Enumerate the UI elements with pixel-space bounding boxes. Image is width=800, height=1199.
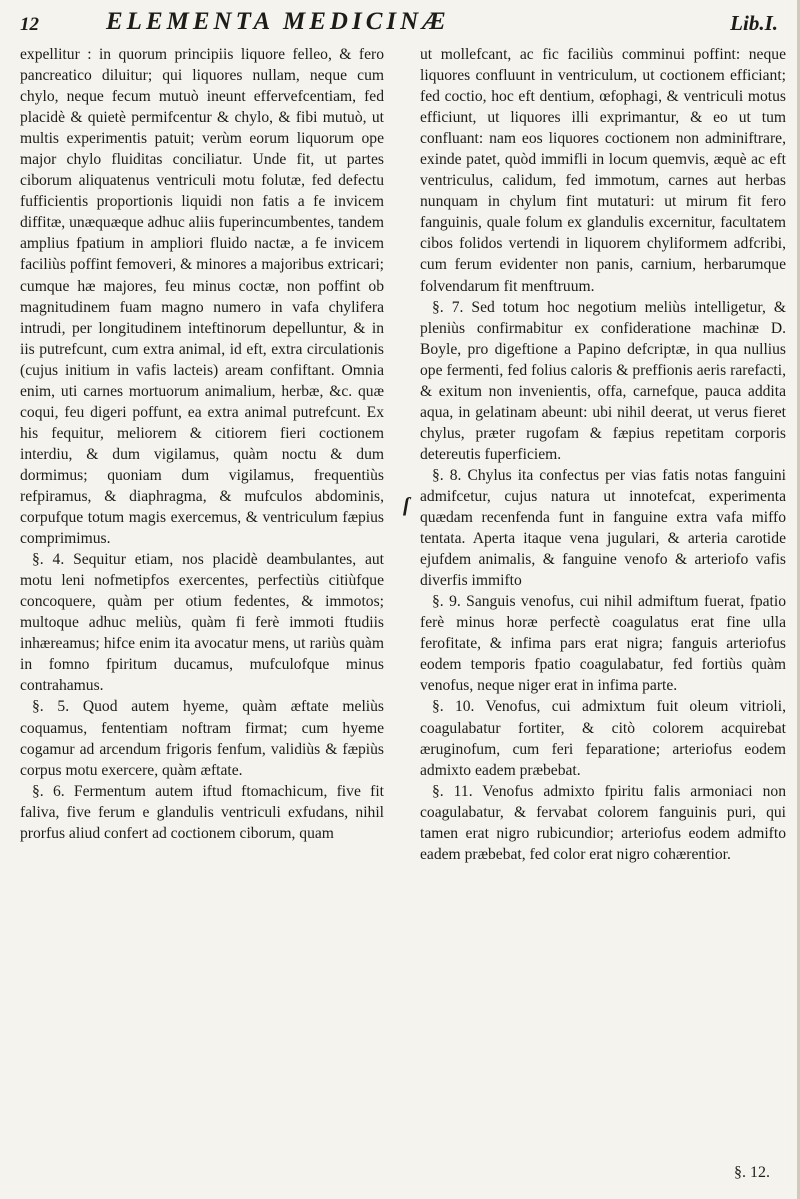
paragraph-section-9: §. 9. Sanguis venofus, cui nihil admiftum fuerat, fpatio ferè minus horæ perfectè coagulatus erat fine ulla ferofitate, & infima pars erat nigra; fanguis arteriofus eodem temporis fpatio coagulabatur, fed fortiùs quàm venofus, neque niger erat in infima parte. (420, 593, 786, 695)
paragraph-section-4: §. 4. Sequitur etiam, nos placidè deambulantes, aut motu leni nofmetipfos exercentes, perfectiùs citiùfque concoquere, quàm per otium fedentes, & immotos; multoque adhuc meliùs, quàm fi ferè immoti ftudiis inhæreamus; hifce enim ita avocatur mens, ut rariùs quàm in fomno fpiritum ducamus, mufculofque minus contrahamus. (20, 551, 384, 695)
paragraph-section-5: §. 5. Quod autem hyeme, quàm æftate meliùs coquamus, fententiam noftram firmat; cum hyeme cogamur ad arcendum frigoris fenfum, validiùs & fæpiùs corpus motu exercere, quàm æftate. (20, 698, 384, 779)
right-column (420, 44, 786, 865)
paragraph-section-8: §. 8. Chylus ita confectus per vias fatis notas fanguini admifcetur, cujus natura ut innotefcat, experimenta quædam recenfenda funt in fanguine extra vafa miffo tentata. Aperta itaque vena jugulari, & arteria carotide ejufdem animalis, & fanguine venofo & arteriofo vafis diverfis immifto (420, 466, 786, 590)
running-title: ELEMENTA MEDICINÆ (106, 8, 450, 35)
paragraph: expellitur : in quorum principiis liquore felleo, & fero pancreatico diluitur; qui liquores nullam, neque cum chylo, neque fecum mutuò ineunt effervefcentiam, fed placidè & quietè permifcentur & chylo, & fibi mutuò, ut multis experimentis patuit; verùm eorum liquorum ope major chylo fluiditas conciliatur. Unde fit, ut partes ciborum aliquatenus ventriculi motu folutæ, fed defectu fufficientis proportionis liquidi non fatis a fe invicem diffitæ, unæquæque adhuc aliis fuperincumbentes, tandem amplius fpatium in ampliori fluido nactæ, a fe invicem faciliùs poffint femoveri, & minores a majoribus extricari; cumque hæ majores, feu minus coctæ, non poffint ob magnitudinem fuam magno numero in vafa chylifera intrudi, per longitudinem inteftinorum depelluntur, & in iis putrefcunt, cum extra animal, id eft, extra circulationis (cujus initium in vafis lacteis) aream confiftant. Omnia enim, uti carnes mortuorum animalium, herbæ, &c. quæ coqui, feu digeri poffunt, ea extra animal putrefcunt. Ex his fequitur, meliorem & citiorem fieri coctionem interdiu, & dum vigilamus, quàm noctu & dum dormimus; quoniam dum vigilamus, frequentiùs refpiramus, & diaphragma, & mufculos abdominis, corpufque totum magis exercemus, & ventriculum fæpius comprimimus. (20, 46, 384, 548)
margin-mark: ſ (403, 494, 410, 516)
paragraph: ut mollefcant, ac fic faciliùs comminui poffint: neque liquores confluunt in ventriculum, ut coctionem efficiant; fed coctio, hoc eft dentium, œfophagi, & ventriculi motus efficiunt, ut liquores illi exprimantur, & eo ut tum confluant: nam eos liquores coctionem non adminiftrare, exinde patet, quòd immifli in locum quemvis, æquè ac eft ventriculus, calidum, fed immotum, carnes aut herbas nunquam in chylum fint mutaturi: ut mirum fit fero fanguinis, quale folum ex glandulis excernitur, facultatem cibos folidos vertendi in liquorem chyliformem adfcribi, cum ferum evidenter non panis, carnium, herbarumque folvendarum fit menftruum. (420, 46, 786, 295)
paragraph-section-10: §. 10. Venofus, cui admixtum fuit oleum vitrioli, coagulabatur fortiter, & citò colorem acquirebat æruginofum, cum feri feparatione; arteriofus eodem admixto eadem præbebat. (420, 698, 786, 779)
paragraph-section-6: §. 6. Fermentum autem iftud ftomachicum, five fit faliva, five ferum e glandulis ventriculi exfudans, nihil prorfus aliud confert ad coctionem ciborum, quam (20, 782, 384, 842)
book-reference: Lib.I. (730, 11, 778, 35)
page-number: 12 (20, 14, 39, 35)
left-column (20, 44, 384, 844)
paragraph-section-11: §. 11. Venofus admixto fpiritu falis armoniaci non coagulabatur, & fervabat colorem fanguinis puri, qui tamen erat nigro rubicundior; arteriofus eodem admifto eadem præbebat, fed color erat nigro cohærentior. (420, 782, 786, 863)
paragraph-section-7: §. 7. Sed totum hoc negotium meliùs intelligetur, & pleniùs confirmabitur ex confideratione machinæ D. Boyle, pro digeftione a Papino defcriptæ, in qua nullius ope fermenti, fed folius caloris & preffionis aeris rarefacti, & exitum non invenientis, offa, carnefque, pauca addita aqua, in gelatinam abeunt: ubi nihil deerat, ut verus fieret chylus, præter rugofam & fæpius repetitam corporis detereutis fuperficiem. (420, 298, 786, 463)
catchword: §. 12. (734, 1164, 770, 1181)
page-header (20, 8, 782, 38)
